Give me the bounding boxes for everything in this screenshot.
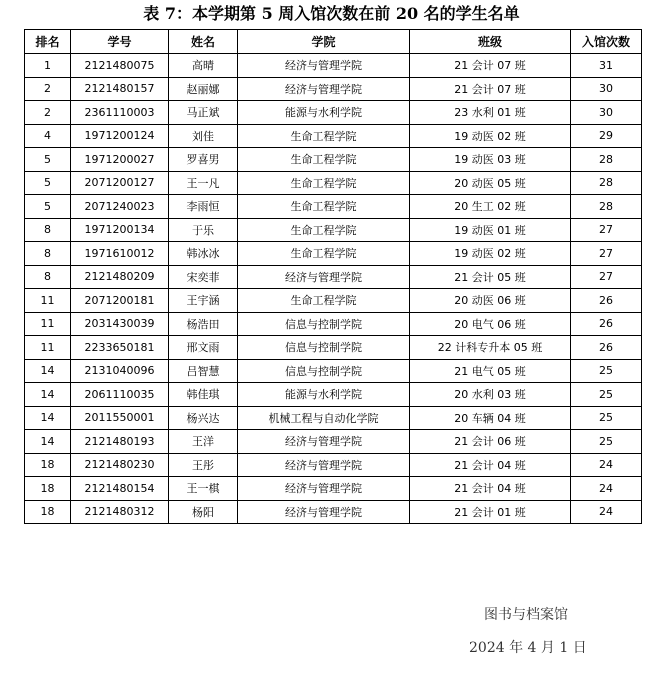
cell-visits: 28 (571, 171, 642, 195)
header-class: 班级 (410, 30, 571, 54)
cell-college: 生命工程学院 (238, 218, 410, 242)
cell-name: 杨阳 (169, 500, 238, 524)
cell-name: 韩佳琪 (169, 383, 238, 407)
cell-college: 生命工程学院 (238, 148, 410, 172)
cell-rank: 18 (25, 500, 71, 524)
footer-organization: 图书与档案馆 (484, 607, 568, 623)
cell-rank: 5 (25, 171, 71, 195)
cell-college: 经济与管理学院 (238, 54, 410, 78)
cell-rank: 11 (25, 289, 71, 313)
cell-name: 王一棋 (169, 477, 238, 501)
cell-name: 于乐 (169, 218, 238, 242)
cell-visits: 25 (571, 430, 642, 454)
cell-college: 生命工程学院 (238, 289, 410, 313)
cell-rank: 2 (25, 77, 71, 101)
cell-visits: 26 (571, 289, 642, 313)
cell-visits: 26 (571, 312, 642, 336)
cell-student-id: 2121480193 (71, 430, 169, 454)
cell-student-id: 2061110035 (71, 383, 169, 407)
cell-rank: 4 (25, 124, 71, 148)
table-row (25, 312, 642, 336)
cell-student-id: 2071200181 (71, 289, 169, 313)
table-row (25, 383, 642, 407)
cell-name: 王彤 (169, 453, 238, 477)
cell-student-id: 2121480312 (71, 500, 169, 524)
cell-name: 邢文雨 (169, 336, 238, 360)
table-row (25, 406, 642, 430)
cell-rank: 14 (25, 406, 71, 430)
footer-date: 2024 年 4 月 1 日 (469, 640, 587, 656)
header-student-id: 学号 (71, 30, 169, 54)
table-row (25, 336, 642, 360)
cell-name: 刘佳 (169, 124, 238, 148)
table-row (25, 500, 642, 524)
table-row (25, 453, 642, 477)
cell-class: 20 水利 03 班 (410, 383, 571, 407)
cell-name: 宋奕菲 (169, 265, 238, 289)
cell-visits: 25 (571, 406, 642, 430)
cell-college: 经济与管理学院 (238, 430, 410, 454)
cell-name: 罗喜男 (169, 148, 238, 172)
cell-name: 王一凡 (169, 171, 238, 195)
cell-student-id: 1971200134 (71, 218, 169, 242)
header-college: 学院 (238, 30, 410, 54)
cell-class: 21 会计 04 班 (410, 477, 571, 501)
cell-rank: 5 (25, 195, 71, 219)
cell-visits: 30 (571, 101, 642, 125)
cell-class: 20 生工 02 班 (410, 195, 571, 219)
cell-college: 经济与管理学院 (238, 477, 410, 501)
cell-class: 21 会计 05 班 (410, 265, 571, 289)
cell-visits: 30 (571, 77, 642, 101)
table-header (25, 30, 642, 54)
cell-college: 经济与管理学院 (238, 500, 410, 524)
cell-college: 生命工程学院 (238, 171, 410, 195)
cell-college: 能源与水利学院 (238, 383, 410, 407)
cell-class: 21 会计 07 班 (410, 54, 571, 78)
cell-name: 马正斌 (169, 101, 238, 125)
cell-student-id: 2121480157 (71, 77, 169, 101)
cell-name: 高晴 (169, 54, 238, 78)
cell-visits: 25 (571, 359, 642, 383)
cell-college: 生命工程学院 (238, 242, 410, 266)
table-row (25, 148, 642, 172)
cell-class: 21 会计 07 班 (410, 77, 571, 101)
table-row (25, 101, 642, 125)
cell-college: 能源与水利学院 (238, 101, 410, 125)
cell-rank: 14 (25, 383, 71, 407)
cell-name: 王洋 (169, 430, 238, 454)
cell-student-id: 2071200127 (71, 171, 169, 195)
cell-college: 信息与控制学院 (238, 359, 410, 383)
table-row (25, 477, 642, 501)
cell-name: 杨兴达 (169, 406, 238, 430)
cell-college: 经济与管理学院 (238, 77, 410, 101)
cell-visits: 26 (571, 336, 642, 360)
cell-visits: 31 (571, 54, 642, 78)
cell-class: 20 动医 05 班 (410, 171, 571, 195)
cell-class: 21 会计 06 班 (410, 430, 571, 454)
cell-visits: 27 (571, 265, 642, 289)
cell-class: 19 动医 02 班 (410, 242, 571, 266)
cell-name: 韩冰冰 (169, 242, 238, 266)
cell-rank: 11 (25, 336, 71, 360)
header-name: 姓名 (169, 30, 238, 54)
table-body (25, 54, 642, 524)
table-row (25, 242, 642, 266)
cell-rank: 11 (25, 312, 71, 336)
cell-student-id: 2121480075 (71, 54, 169, 78)
cell-college: 生命工程学院 (238, 195, 410, 219)
cell-class: 22 计科专升本 05 班 (410, 336, 571, 360)
cell-class: 20 车辆 04 班 (410, 406, 571, 430)
cell-college: 信息与控制学院 (238, 336, 410, 360)
cell-rank: 18 (25, 453, 71, 477)
cell-visits: 28 (571, 195, 642, 219)
cell-student-id: 2233650181 (71, 336, 169, 360)
cell-class: 20 动医 06 班 (410, 289, 571, 313)
cell-college: 生命工程学院 (238, 124, 410, 148)
table-row (25, 124, 642, 148)
table-row (25, 430, 642, 454)
cell-student-id: 1971200124 (71, 124, 169, 148)
cell-class: 19 动医 01 班 (410, 218, 571, 242)
cell-college: 经济与管理学院 (238, 453, 410, 477)
cell-student-id: 2121480230 (71, 453, 169, 477)
cell-student-id: 1971610012 (71, 242, 169, 266)
cell-college: 机械工程与自动化学院 (238, 406, 410, 430)
header-visits: 入馆次数 (571, 30, 642, 54)
cell-visits: 24 (571, 500, 642, 524)
cell-rank: 8 (25, 242, 71, 266)
table-row (25, 77, 642, 101)
cell-visits: 24 (571, 477, 642, 501)
table-row (25, 54, 642, 78)
cell-class: 23 水利 01 班 (410, 101, 571, 125)
cell-rank: 8 (25, 265, 71, 289)
cell-class: 20 电气 06 班 (410, 312, 571, 336)
cell-class: 19 动医 03 班 (410, 148, 571, 172)
table-row (25, 265, 642, 289)
cell-student-id: 2361110003 (71, 101, 169, 125)
cell-student-id: 2011550001 (71, 406, 169, 430)
cell-class: 19 动医 02 班 (410, 124, 571, 148)
cell-student-id: 2121480154 (71, 477, 169, 501)
cell-rank: 8 (25, 218, 71, 242)
cell-college: 信息与控制学院 (238, 312, 410, 336)
cell-visits: 29 (571, 124, 642, 148)
table-row (25, 359, 642, 383)
student-ranking-table (24, 29, 642, 524)
cell-name: 杨浩田 (169, 312, 238, 336)
cell-student-id: 2071240023 (71, 195, 169, 219)
table-row (25, 195, 642, 219)
table-row (25, 289, 642, 313)
cell-rank: 1 (25, 54, 71, 78)
cell-rank: 5 (25, 148, 71, 172)
cell-name: 赵丽娜 (169, 77, 238, 101)
cell-class: 21 会计 01 班 (410, 500, 571, 524)
cell-class: 21 电气 05 班 (410, 359, 571, 383)
cell-student-id: 2031430039 (71, 312, 169, 336)
cell-rank: 2 (25, 101, 71, 125)
header-rank: 排名 (25, 30, 71, 54)
cell-visits: 27 (571, 242, 642, 266)
cell-student-id: 1971200027 (71, 148, 169, 172)
table-row (25, 218, 642, 242)
cell-visits: 25 (571, 383, 642, 407)
cell-student-id: 2131040096 (71, 359, 169, 383)
cell-class: 21 会计 04 班 (410, 453, 571, 477)
table-title: 表 7：本学期第 5 周入馆次数在前 20 名的学生名单 (143, 4, 520, 23)
cell-student-id: 2121480209 (71, 265, 169, 289)
table-row (25, 171, 642, 195)
cell-rank: 18 (25, 477, 71, 501)
cell-visits: 24 (571, 453, 642, 477)
cell-visits: 28 (571, 148, 642, 172)
cell-rank: 14 (25, 359, 71, 383)
cell-name: 吕智慧 (169, 359, 238, 383)
cell-name: 王宇涵 (169, 289, 238, 313)
cell-rank: 14 (25, 430, 71, 454)
cell-college: 经济与管理学院 (238, 265, 410, 289)
cell-visits: 27 (571, 218, 642, 242)
cell-name: 李雨恒 (169, 195, 238, 219)
header-row (25, 30, 642, 54)
